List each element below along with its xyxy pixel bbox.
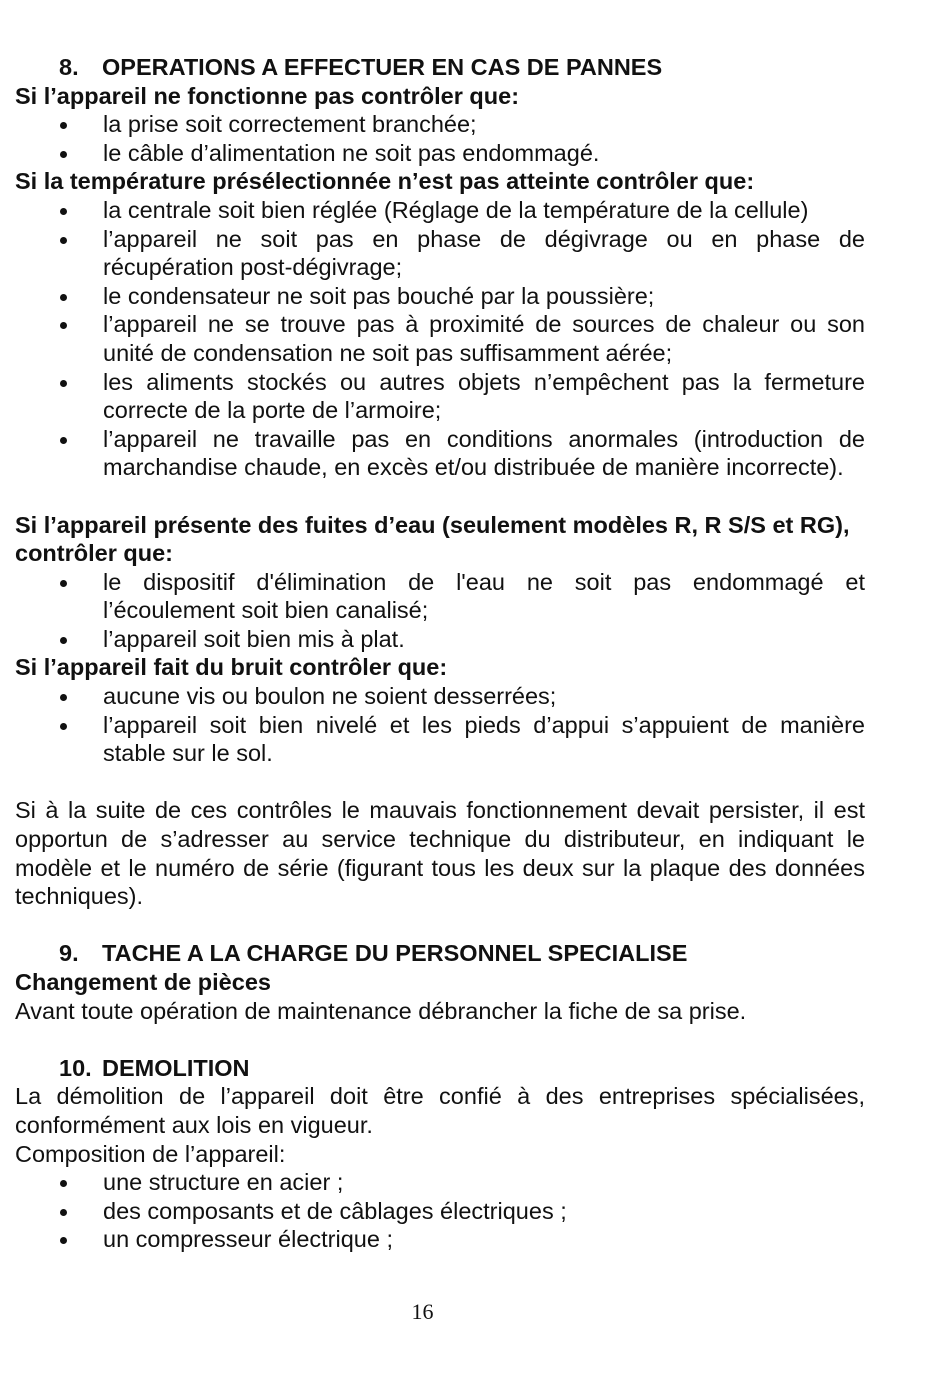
- subheading: Si la température présélectionnée n’est pas atteinte contrôler que:: [15, 168, 755, 195]
- section-9-heading: [15, 939, 865, 968]
- list-item: l’appareil ne travaille pas en conditions anormales (introduction de marchandise chaude, en excès et/ou distribuée de manière incorrecte).: [15, 425, 865, 482]
- bullet-icon: [60, 580, 67, 587]
- bullet-icon: [60, 380, 67, 387]
- section-number: 8.: [59, 54, 79, 80]
- subheading: Si l’appareil fait du bruit contrôler que:: [15, 654, 448, 681]
- bullet-icon: [60, 151, 67, 158]
- section-8-heading: [15, 53, 865, 82]
- list-item: des composants et de câblages électriques ;: [15, 1197, 865, 1226]
- list-item: aucune vis ou boulon ne soient desserrées;: [15, 682, 865, 711]
- list-item: l’appareil soit bien nivelé et les pieds d’appui s’appuient de manière stable sur le sol.: [15, 711, 865, 768]
- list-item: un compresseur électrique ;: [15, 1225, 865, 1254]
- bullet-list: [15, 1168, 865, 1254]
- spacer: [15, 482, 865, 511]
- bullet-icon: [60, 723, 67, 730]
- bullet-icon: [60, 208, 67, 215]
- bullet-icon: [60, 1209, 67, 1216]
- bullet-list: [15, 110, 865, 167]
- list-item: une structure en acier ;: [15, 1168, 865, 1197]
- bullet-icon: [60, 1237, 67, 1244]
- list-item: le câble d’alimentation ne soit pas endommagé.: [15, 139, 865, 168]
- list-item: la centrale soit bien réglée (Réglage de la température de la cellule): [15, 196, 865, 225]
- bullet-icon: [60, 122, 67, 129]
- list-item: le dispositif d'élimination de l'eau ne soit pas endommagé et l’écoulement soit bien canalisé;: [15, 568, 865, 625]
- section-title: DEMOLITION: [102, 1054, 250, 1081]
- section-10-heading: [15, 1054, 865, 1083]
- spacer: [15, 768, 865, 797]
- bullet-icon: [60, 694, 67, 701]
- bullet-list: [15, 196, 865, 482]
- paragraph: La démolition de l’appareil doit être confié à des entreprises spécialisées, conformément aux lois en vigueur.: [15, 1083, 865, 1138]
- list-item: le condensateur ne soit pas bouché par la poussière;: [15, 282, 865, 311]
- section-title: TACHE A LA CHARGE DU PERSONNEL SPECIALISE: [102, 940, 688, 967]
- paragraph: Si à la suite de ces contrôles le mauvais fonctionnement devait persister, il est opportun de s’adresser au service technique du distributeur, en indiquant le modèle et le numéro de série (figurant tous les deux sur la plaque des données techniques).: [15, 797, 865, 910]
- subheading: Si l’appareil ne fonctionne pas contrôler que:: [15, 82, 520, 109]
- list-item: l’appareil ne soit pas en phase de dégivrage ou en phase de récupération post-dégivrage;: [15, 225, 865, 282]
- section-number: 9.: [59, 940, 79, 967]
- section-title: OPERATIONS A EFFECTUER EN CAS DE PANNES: [102, 54, 663, 80]
- page-content: [15, 53, 865, 1254]
- list-item: l’appareil ne se trouve pas à proximité de sources de chaleur ou son unité de condensation ne soit pas suffisamment aérée;: [15, 310, 865, 367]
- bullet-icon: [60, 294, 67, 301]
- bullet-icon: [60, 237, 67, 244]
- spacer: [15, 1025, 865, 1054]
- list-item: les aliments stockés ou autres objets n’empêchent pas la fermeture correcte de la porte de l’armoire;: [15, 368, 865, 425]
- section-number: 10.: [59, 1054, 92, 1081]
- bullet-list: [15, 682, 865, 768]
- page-number: 16: [411, 1299, 434, 1324]
- bullet-list: [15, 568, 865, 654]
- bullet-icon: [60, 322, 67, 329]
- list-item: l’appareil soit bien mis à plat.: [15, 625, 865, 654]
- paragraph: Composition de l’appareil:: [15, 1140, 286, 1167]
- bullet-icon: [60, 437, 67, 444]
- bullet-icon: [60, 637, 67, 644]
- subheading: Changement de pièces: [15, 969, 271, 995]
- spacer: [15, 911, 865, 940]
- subheading: Si l’appareil présente des fuites d’eau (seulement modèles R, R S/S et RG), contrôler que:: [15, 511, 850, 567]
- list-item: la prise soit correctement branchée;: [15, 110, 865, 139]
- paragraph: Avant toute opération de maintenance débrancher la fiche de sa prise.: [15, 997, 747, 1024]
- bullet-icon: [60, 1180, 67, 1187]
